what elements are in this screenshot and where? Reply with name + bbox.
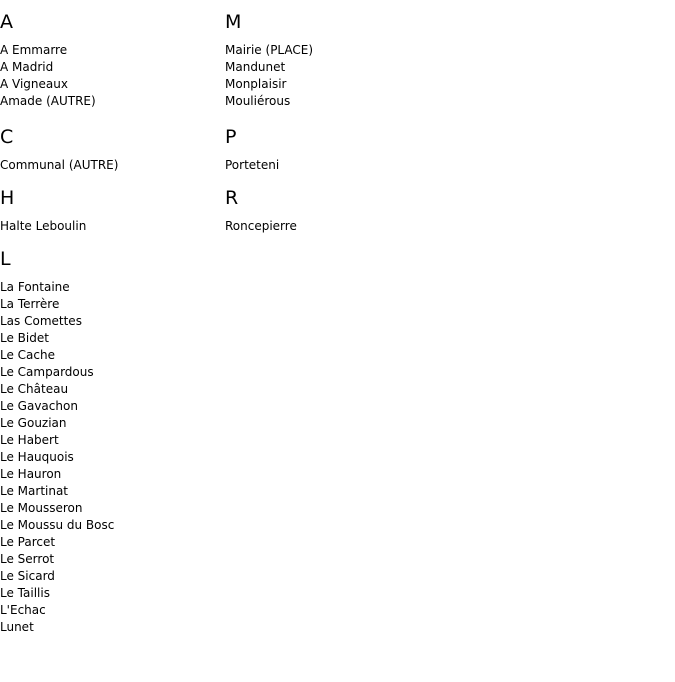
section-heading-c: C	[0, 126, 14, 148]
section-l	[0, 248, 225, 636]
item-list-a	[0, 42, 225, 110]
list-item[interactable]: Le Martinat	[0, 484, 69, 498]
list-item[interactable]: Le Moussu du Bosc	[0, 518, 115, 532]
section-heading-h: H	[0, 187, 15, 209]
section-c	[0, 126, 225, 174]
item-list-r	[225, 218, 450, 235]
left-column	[0, 0, 225, 636]
list-item[interactable]: L'Echac	[0, 603, 46, 617]
list-item[interactable]: Le Château	[0, 382, 69, 396]
item-list-l	[0, 279, 225, 636]
item-list-m	[225, 42, 450, 110]
list-item[interactable]: La Terrère	[0, 297, 60, 311]
list-item[interactable]: Le Habert	[0, 433, 59, 447]
list-item[interactable]: Monplaisir	[225, 77, 287, 91]
section-r	[225, 187, 450, 235]
list-item[interactable]: Le Gavachon	[0, 399, 78, 413]
list-item[interactable]: La Fontaine	[0, 280, 70, 294]
list-item[interactable]: Le Hauron	[0, 467, 62, 481]
list-item[interactable]: A Madrid	[0, 60, 54, 74]
list-item[interactable]: Le Sicard	[0, 569, 55, 583]
item-list-c	[0, 157, 225, 174]
list-item[interactable]: Le Serrot	[0, 552, 55, 566]
list-item[interactable]: Porteteni	[225, 158, 280, 172]
list-item[interactable]: A Vigneaux	[0, 77, 68, 91]
list-item[interactable]: Mouliérous	[225, 94, 291, 108]
list-item[interactable]: Mairie (PLACE)	[225, 43, 314, 57]
list-item[interactable]: Le Hauquois	[0, 450, 74, 464]
list-item[interactable]: Le Parcet	[0, 535, 56, 549]
list-item[interactable]: Roncepierre	[225, 219, 297, 233]
section-heading-a: A	[0, 11, 13, 33]
section-h	[0, 187, 225, 235]
list-item[interactable]: Lunet	[0, 620, 34, 634]
list-item[interactable]: Le Taillis	[0, 586, 50, 600]
item-list-p	[225, 157, 450, 174]
right-column	[225, 0, 450, 235]
section-heading-r: R	[225, 187, 239, 209]
list-item[interactable]: Le Gouzian	[0, 416, 67, 430]
item-list-h	[0, 218, 225, 235]
list-item[interactable]: Communal (AUTRE)	[0, 158, 119, 172]
list-item[interactable]: Le Mousseron	[0, 501, 83, 515]
section-heading-l: L	[0, 248, 11, 270]
section-a	[0, 11, 225, 110]
list-item[interactable]: Le Cache	[0, 348, 55, 362]
list-item[interactable]: Halte Leboulin	[0, 219, 87, 233]
list-item[interactable]: Le Bidet	[0, 331, 49, 345]
list-item[interactable]: Amade (AUTRE)	[0, 94, 96, 108]
list-item[interactable]: Le Campardous	[0, 365, 94, 379]
list-item[interactable]: Las Comettes	[0, 314, 82, 328]
section-heading-m: M	[225, 11, 242, 33]
section-m	[225, 11, 450, 110]
section-heading-p: P	[225, 126, 237, 148]
list-item[interactable]: Mandunet	[225, 60, 286, 74]
list-item[interactable]: A Emmarre	[0, 43, 68, 57]
section-p	[225, 126, 450, 174]
